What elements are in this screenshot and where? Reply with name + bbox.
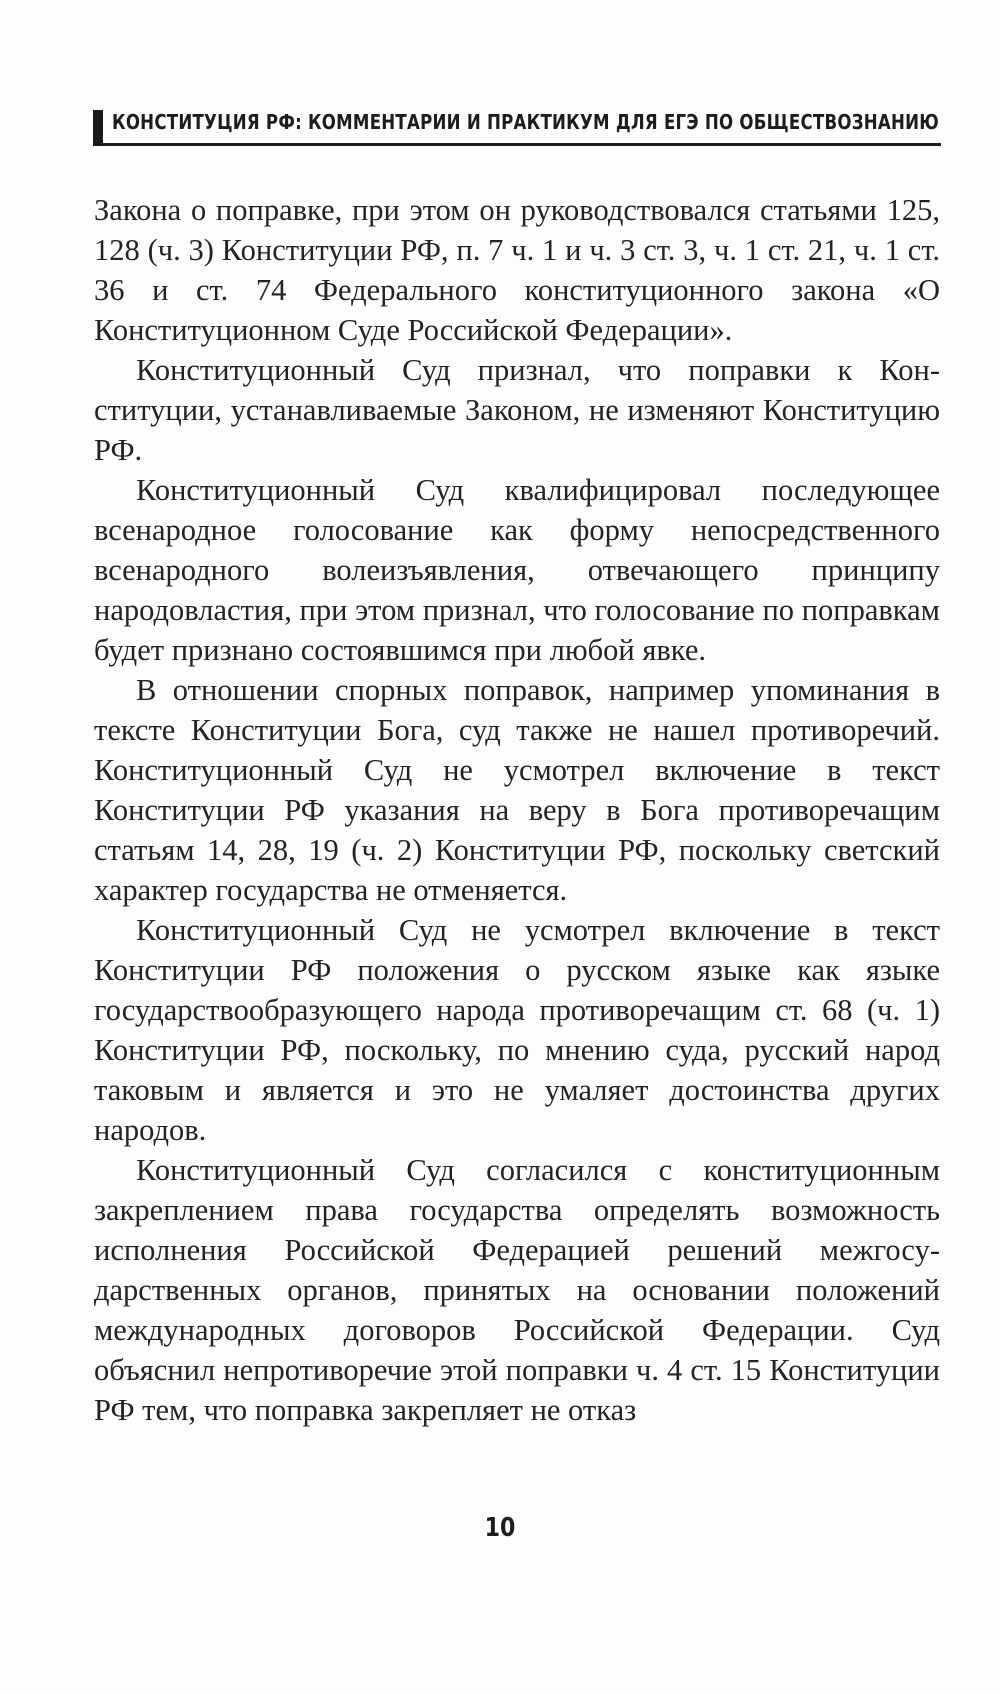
running-header [93, 104, 941, 146]
paragraph: Конституционный Суд не усмотрел включение в текст Конституции РФ положения о русском языке как языке государствообразующего народа противоречащим ст. 68 (ч. 1) Конституции РФ, поскольку, по мнению суда, русский народ таковым и является и это не умаляет достоинства других народов. [94, 913, 940, 1147]
page-number: 10 [484, 1513, 516, 1543]
paragraph: Конституционный Суд согласился с конституционным закреплением права государства определять возможность исполнения Российской Федерацией решений межгосударственных органов, принятых на основании положений международных договоров Российской Федерации. Суд объяснил непротиворечие этой поправки ч. 4 ст. 15 Конституции РФ тем, что поправка закрепляет не отказ [94, 1153, 940, 1427]
header-marker-bar [93, 110, 103, 146]
paragraph: В отношении спорных поправок, например упоминания в тексте Конституции Бога, суд также не нашел противоречий. Конституционный Суд не усмотрел включение в текст Конституции РФ указания на веру в Бога противоречащим статьям 14, 28, 19 (ч. 2) Конституции РФ, поскольку светский характер государства не отменяется. [94, 673, 940, 907]
paragraph: Закона о поправке, при этом он руководствовался статьями 125, 128 (ч. 3) Конституции РФ, п. 7 ч. 1 и ч. 3 ст. 3, ч. 1 ст. 21, ч. 1 ст. 36 и ст. 74 Федерального конституционного закона «О Конституционном Суде Российской Федерации». [94, 193, 940, 347]
header-title: КОНСТИТУЦИЯ РФ: КОММЕНТАРИИ И ПРАКТИКУМ ДЛЯ ЕГЭ ПО ОБЩЕСТВОЗНАНИЮ [112, 110, 940, 134]
paragraph: Конституционный Суд квалифицировал последующее всенародное голосование как форму непосредственного всенародного волеизъявления, отвечающего принципу народовластия, при этом признал, что голосование по поправкам будет признано состоявшимся при любой явке. [94, 473, 940, 667]
paragraph: Конституционный Суд признал, что поправки к Конституции, устанавливаемые Законом, не изменяют Конституцию РФ. [94, 353, 940, 467]
body-text [94, 190, 940, 1430]
